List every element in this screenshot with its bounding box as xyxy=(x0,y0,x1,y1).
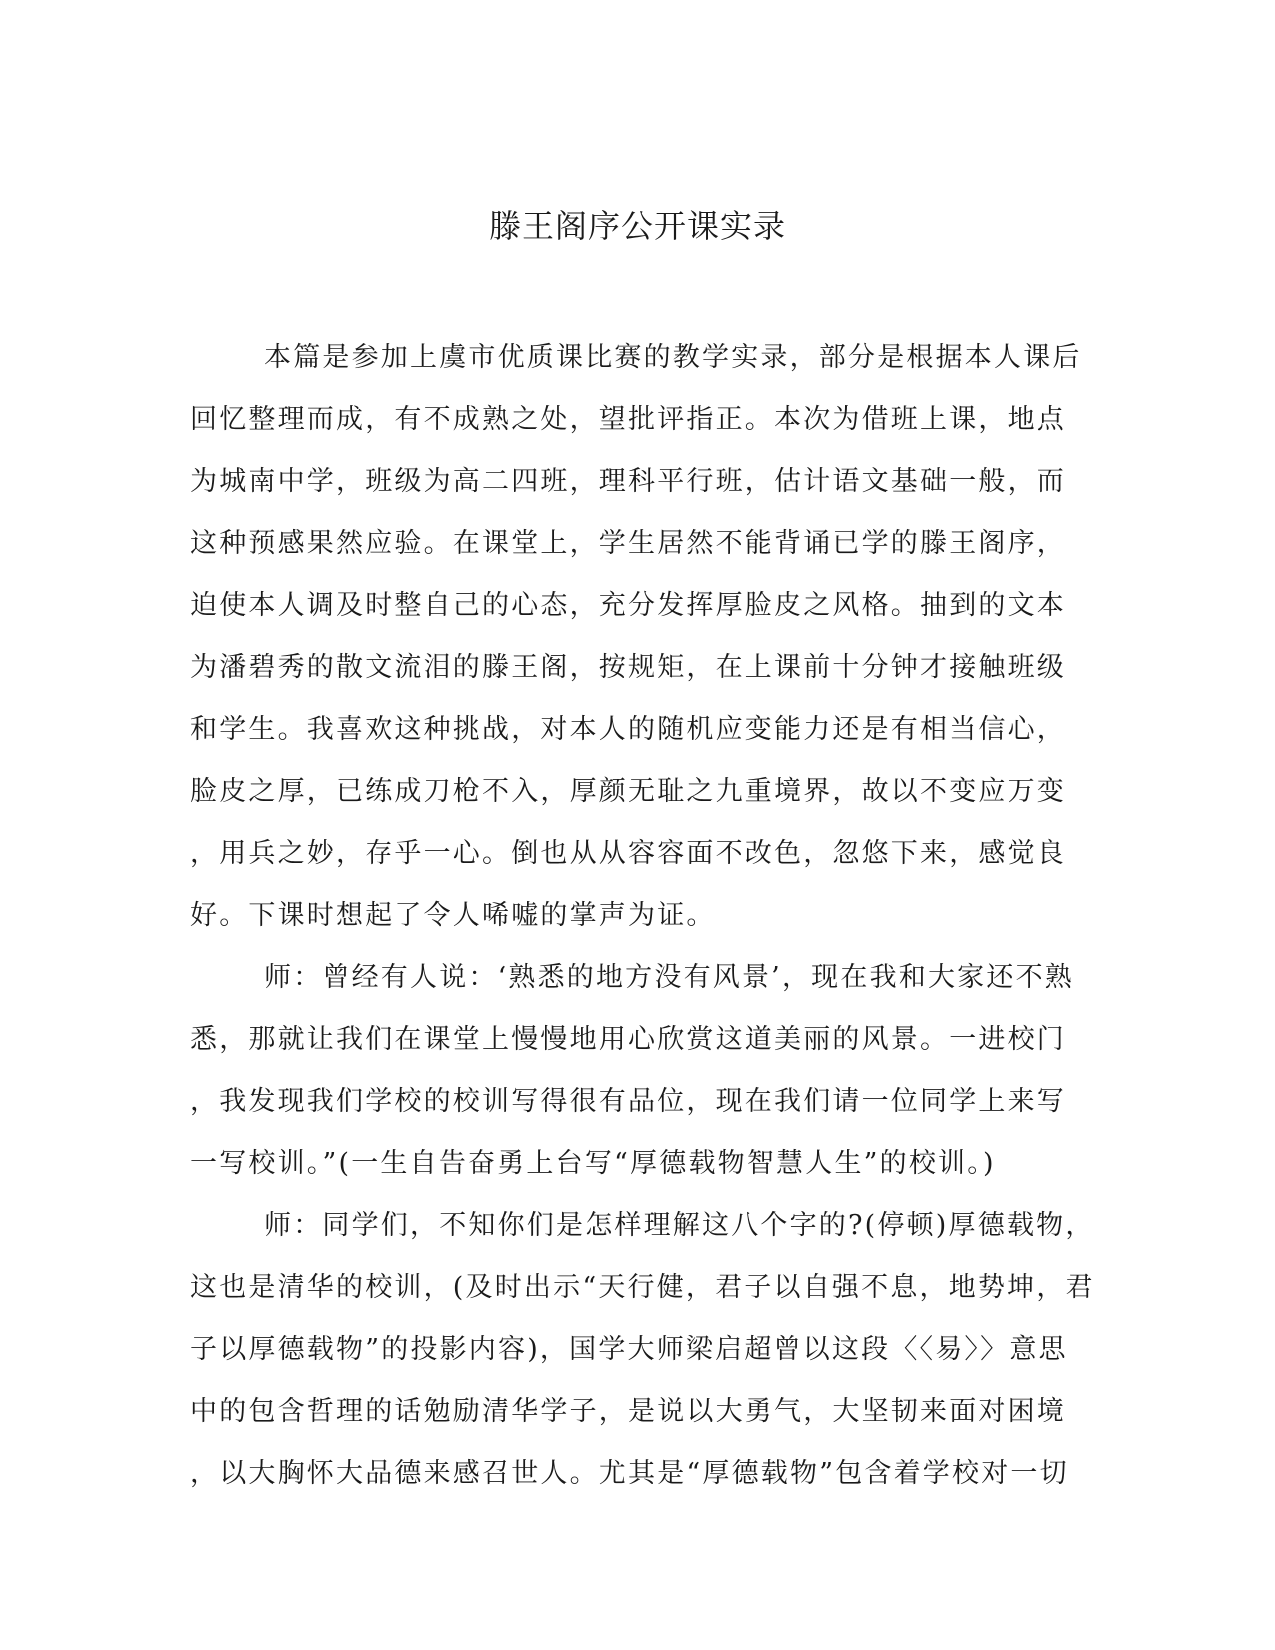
text-line: 回忆整理而成，有不成熟之处，望批评指正。本次为借班上课，地点 xyxy=(190,404,1066,435)
text-line: 为城南中学，班级为高二四班，理科平行班，估计语文基础一般，而 xyxy=(190,466,1066,497)
text-line: ，用兵之妙，存乎一心。倒也从从容容面不改色，忽悠下来，感觉良 xyxy=(190,838,1066,869)
text-line: 中的包含哲理的话勉励清华学子，是说以大勇气，大坚韧来面对困境 xyxy=(190,1396,1066,1427)
text-line: 为潘碧秀的散文流泪的滕王阁，按规矩，在上课前十分钟才接触班级 xyxy=(190,652,1066,683)
text-line: 和学生。我喜欢这种挑战，对本人的随机应变能力还是有相当信心， xyxy=(190,714,1066,745)
text-line: 师：同学们，不知你们是怎样理解这八个字的?(停顿)厚德载物， xyxy=(264,1210,1095,1241)
text-line: 师：曾经有人说：‘熟悉的地方没有风景’，现在我和大家还不熟 xyxy=(264,962,1074,993)
text-line: 这种预感果然应验。在课堂上，学生居然不能背诵已学的滕王阁序， xyxy=(190,528,1066,559)
text-line: 迫使本人调及时整自己的心态，充分发挥厚脸皮之风格。抽到的文本 xyxy=(190,590,1066,621)
text-line: 脸皮之厚，已练成刀枪不入，厚颜无耻之九重境界，故以不变应万变 xyxy=(190,776,1066,807)
document-title: 滕王阁序公开课实录 xyxy=(488,207,786,245)
text-line: 一写校训。”(一生自告奋勇上台写“厚德载物智慧人生”的校训。) xyxy=(190,1148,996,1179)
text-line: 这也是清华的校训，(及时出示“天行健，君子以自强不息，地势坤，君 xyxy=(190,1272,1095,1303)
text-line: 悉，那就让我们在课堂上慢慢地用心欣赏这道美丽的风景。一进校门 xyxy=(190,1024,1066,1055)
document-body xyxy=(190,327,1095,1505)
text-line: 本篇是参加上虞市优质课比赛的教学实录，部分是根据本人课后 xyxy=(264,342,1082,373)
text-line: ，我发现我们学校的校训写得很有品位，现在我们请一位同学上来写 xyxy=(190,1086,1066,1117)
text-line: 子以厚德载物”的投影内容)，国学大师梁启超曾以这段〈〈易〉〉意思 xyxy=(190,1334,1068,1365)
text-line: 好。下课时想起了令人唏嘘的掌声为证。 xyxy=(190,900,716,931)
text-line: ，以大胸怀大品德来感召世人。尤其是“厚德载物”包含着学校对一切 xyxy=(190,1458,1069,1489)
